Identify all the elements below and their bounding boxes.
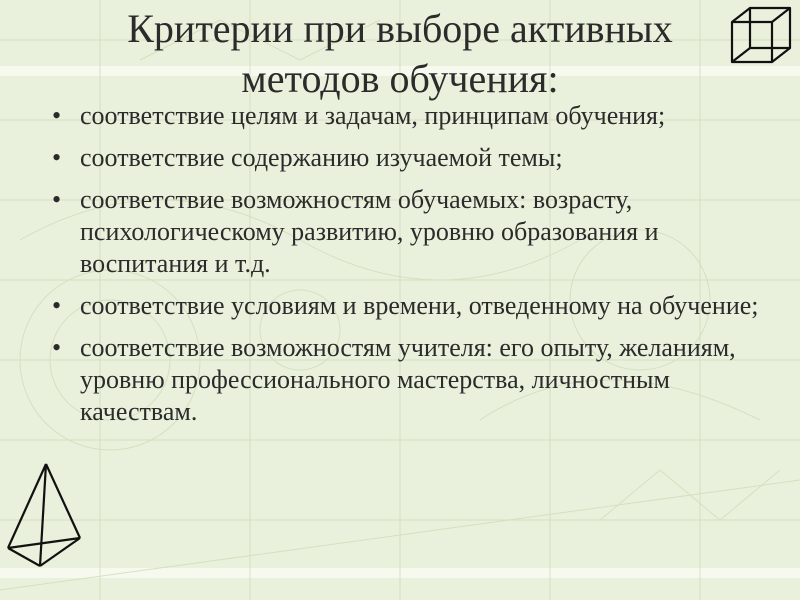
criteria-item-text: соответствие содержанию изучаемой темы;: [80, 143, 563, 172]
criteria-item-text: соответствие возможностям учителя: его опыту, желаниям, уровню профессионального мастерства, личностным качествам.: [80, 333, 736, 426]
cube-icon: [726, 2, 796, 72]
criteria-list: [46, 100, 766, 438]
slide-title-line-2: методов обучения:: [241, 56, 559, 101]
criteria-item-text: соответствие возможностям обучаемых: возрасту, психологическому развитию, уровню образования и воспитания и т.д.: [80, 185, 659, 278]
criteria-item: [46, 332, 766, 428]
bullet-icon: •: [52, 333, 62, 362]
criteria-item: [46, 290, 766, 322]
pyramid-icon: [4, 460, 84, 570]
criteria-item-text: соответствие целям и задачам, принципам обучения;: [80, 101, 666, 130]
slide-title-line-1: Критерии при выборе активных: [127, 6, 673, 51]
criteria-item-text: соответствие условиям и времени, отведенному на обучение;: [80, 291, 759, 320]
criteria-item: [46, 142, 766, 174]
bullet-icon: •: [52, 143, 62, 172]
bullet-icon: •: [52, 101, 62, 130]
bullet-icon: •: [52, 291, 62, 320]
slide-title: [60, 4, 740, 104]
criteria-item: [46, 184, 766, 280]
criteria-item: [46, 100, 766, 132]
bullet-icon: •: [52, 185, 62, 214]
